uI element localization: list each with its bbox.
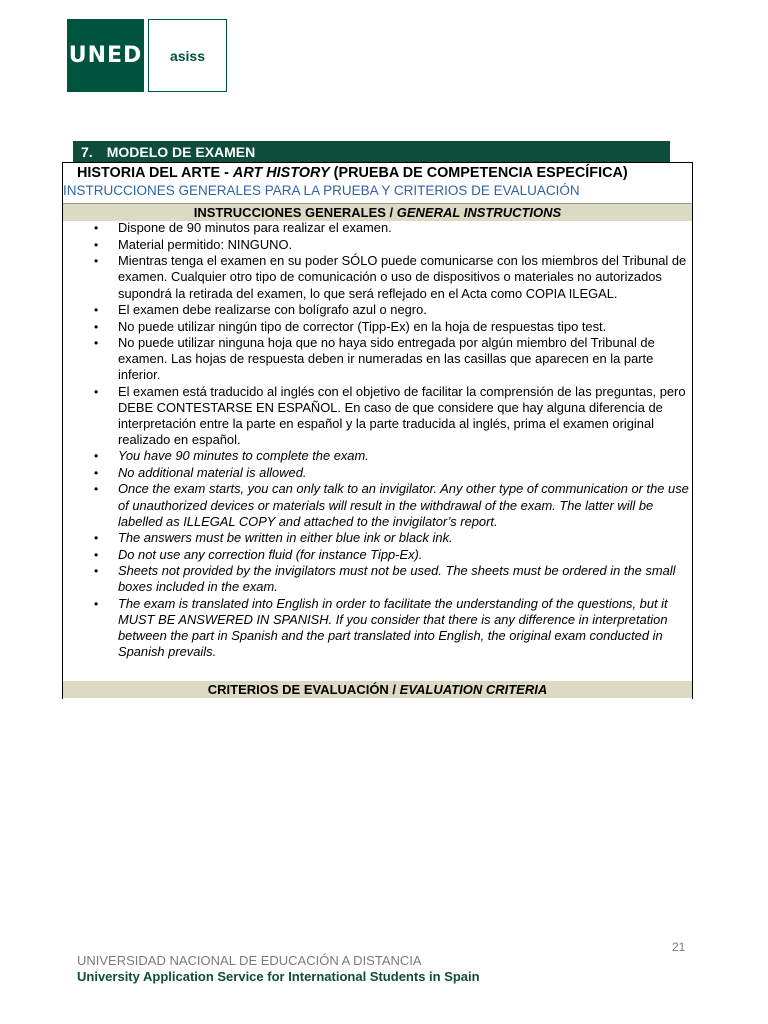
list-item-text: El examen está traducido al inglés con el objetivo de facilitar la comprensión de las preguntas, pero DEBE CONTESTARSE EN ESPAÑOL. En caso de que considere que hay alguna diferencia de interpretación entre la parte en español y la parte traducida al inglés, prima el examen original realizado en español. <box>118 383 686 447</box>
footer-service: University Application Service for International Students in Spain <box>77 969 480 984</box>
list-item-text: Mientras tenga el examen en su poder SÓLO puede comunicarse con los miembros del Tribunal de examen. Cualquier otro tipo de comunicación o uso de dispositivos o materiales no autorizados supondrá la retirada del examen, lo que será reflejado en el Acta como COPIA ILEGAL. <box>118 253 687 301</box>
list-item <box>63 596 692 660</box>
instructions-list <box>63 220 692 660</box>
section-header <box>73 141 670 162</box>
page-number: 21 <box>672 940 686 954</box>
exam-title-subject: HISTORIA DEL ARTE - <box>77 165 233 181</box>
list-item <box>63 547 692 563</box>
bullet-icon: • <box>94 336 99 350</box>
list-item-text: Do not use any correction fluid (for instance Tipp-Ex). <box>118 546 423 562</box>
criteria-header-es: CRITERIOS DE EVALUACIÓN / <box>207 682 400 697</box>
exam-title-english: ART HISTORY <box>232 165 330 181</box>
bullet-icon: • <box>94 482 99 497</box>
list-item-text: No additional material is allowed. <box>118 464 307 480</box>
exam-title <box>77 164 687 182</box>
list-item <box>63 530 692 546</box>
bullet-icon: • <box>94 596 99 611</box>
bullet-icon: • <box>94 221 99 236</box>
list-item <box>63 319 692 335</box>
bullet-icon: • <box>94 465 99 480</box>
list-item <box>63 448 692 464</box>
exam-title-test-type: (PRUEBA DE COMPETENCIA ESPECÍFICA) <box>329 165 628 181</box>
list-item <box>63 220 692 236</box>
exam-frame <box>62 162 693 699</box>
list-item <box>63 465 692 481</box>
bullet-icon: • <box>94 384 99 399</box>
instructions-header-es: INSTRUCCIONES GENERALES / <box>193 205 397 220</box>
list-item-text: Sheets not provided by the invigilators must not be used. The sheets must be ordered in the small boxes included in the exam. <box>118 563 676 595</box>
section-number: 7. <box>81 143 93 160</box>
section-title: MODELO DE EXAMEN <box>106 143 256 160</box>
instructions-header-en: GENERAL INSTRUCTIONS <box>396 205 562 220</box>
bullet-icon: • <box>94 547 99 562</box>
bullet-icon: • <box>94 449 99 464</box>
footer-university: UNIVERSIDAD NACIONAL DE EDUCACIÓN A DISTANCIA <box>77 953 422 968</box>
criteria-header <box>63 681 692 698</box>
list-item <box>63 335 692 383</box>
list-item <box>63 302 692 318</box>
list-item-text: Material permitido: NINGUNO. <box>118 236 293 252</box>
list-item-text: The answers must be written in either blue ink or black ink. <box>118 530 453 546</box>
list-item-text: Dispone de 90 minutos para realizar el examen. <box>118 220 392 236</box>
list-item-text: You have 90 minutes to complete the exam. <box>118 448 369 464</box>
asiss-logo: asiss <box>148 19 227 92</box>
bullet-icon: • <box>94 531 99 546</box>
bullet-icon: • <box>94 237 99 252</box>
uned-logo: UNED <box>67 19 144 92</box>
list-item-text: No puede utilizar ninguna hoja que no haya sido entregada por algún miembro del Tribunal de examen. Las hojas de respuesta deben ir numeradas en las casillas que aparecen en la parte inferior. <box>118 335 655 383</box>
list-item <box>63 253 692 301</box>
list-item <box>63 237 692 253</box>
list-item-text: Once the exam starts, you can only talk to an invigilator. Any other type of communication or the use of unauthorized devices or materials will result in the withdrawal of the exam. The latter will be labelled as ILLEGAL COPY and attached to the invigilator’s report. <box>118 481 689 529</box>
list-item <box>63 384 692 448</box>
bullet-icon: • <box>94 319 99 334</box>
bullet-icon: • <box>94 303 99 318</box>
list-item-text: The exam is translated into English in order to facilitate the understanding of the questions, but it MUST BE ANSWERED IN SPANISH. If you consider that there is any difference in interpretation between the part in Spanish and the part translated into English, the original exam conducted in Spanish prevails. <box>118 595 668 659</box>
bullet-icon: • <box>94 254 99 269</box>
bullet-icon: • <box>94 564 99 579</box>
criteria-header-en: EVALUATION CRITERIA <box>399 682 548 697</box>
list-item <box>63 481 692 529</box>
list-item-text: El examen debe realizarse con bolígrafo azul o negro. <box>118 302 427 318</box>
list-item <box>63 563 692 595</box>
instructions-header <box>63 203 692 221</box>
exam-subtitle: INSTRUCCIONES GENERALES PARA LA PRUEBA Y CRITERIOS DE EVALUACIÓN <box>63 183 580 198</box>
list-item-text: No puede utilizar ningún tipo de corrector (Tipp-Ex) en la hoja de respuestas tipo test. <box>118 318 607 334</box>
